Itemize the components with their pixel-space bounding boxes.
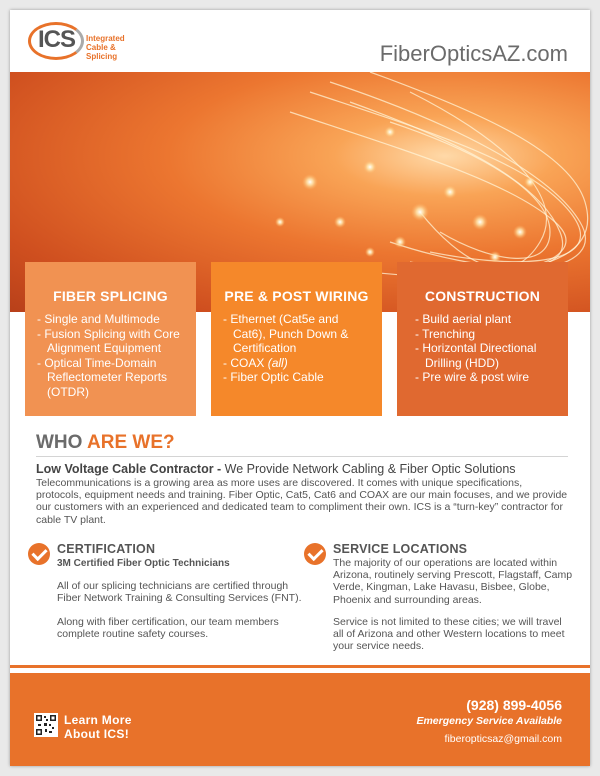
logo-subtitle — [86, 34, 148, 61]
email-link[interactable]: fiberopticsaz@gmail.com — [444, 733, 562, 745]
footer-divider — [10, 665, 590, 668]
who-are-we-heading — [36, 432, 175, 454]
feature-title: PRE & POST WIRING — [224, 288, 369, 304]
tagline-bold: Low Voltage Cable Contractor - — [36, 462, 222, 476]
feature-pre-post-wiring — [211, 262, 382, 416]
who-body-text: Telecommunications is a growing area as more uses are discovered. It comes with unique specifications, protocols, equipment needs and training. Fiber Optic, Cat5, Cat6 and COAX are our main focuses, and we provide our customers with an experienced and dedicated team to compliment their own. ICS is a “turn-key” contractor for cable TV plant. — [36, 477, 568, 526]
emergency-service-text: Emergency Service Available — [416, 715, 562, 727]
heading-plain: WHO — [36, 432, 88, 453]
list-item — [223, 356, 372, 371]
qr-code-graphic — [36, 715, 56, 735]
list-item: - Single and Multimode — [37, 312, 186, 327]
list-item: - Fusion Splicing with Core Alignment Equipment — [37, 327, 186, 356]
list-item: - Fiber Optic Cable — [223, 370, 372, 385]
checkmark-icon — [304, 543, 326, 565]
feature-construction — [397, 262, 568, 416]
footer — [10, 673, 590, 766]
certification-paragraph-1: All of our splicing technicians are certified through Fiber Network Training & Consulting Services (FNT). — [57, 580, 302, 605]
divider — [36, 456, 568, 457]
tagline — [36, 462, 516, 476]
website-link[interactable]: FiberOpticsAZ.com — [379, 41, 568, 66]
learn-more-link[interactable] — [64, 713, 132, 741]
feature-title: CONSTRUCTION — [424, 288, 541, 304]
coax-label: COAX — [230, 355, 265, 370]
list-item: - Build aerial plant — [415, 312, 558, 327]
feature-list — [407, 312, 558, 385]
flyer-page — [10, 10, 590, 766]
feature-fiber-splicing — [25, 262, 196, 416]
feature-list — [221, 312, 372, 385]
list-item: - Horizontal Directional Drilling (HDD) — [415, 341, 558, 370]
logo-mark: ICS — [38, 26, 76, 53]
header — [10, 10, 590, 72]
learn-line-2: About ICS! — [64, 727, 129, 741]
logo-line-2: Cable & Splicing — [86, 43, 118, 61]
service-paragraph-2: Service is not limited to these cities; we will travel all of Arizona and other Western locations to meet your service needs. — [333, 616, 565, 653]
phone-number[interactable]: (928) 899-4056 — [466, 697, 562, 713]
certification-title: CERTIFICATION — [57, 542, 156, 556]
list-item: - Trenching — [415, 327, 558, 342]
coax-note: (all) — [267, 355, 288, 370]
list-item: - Ethernet (Cat5e and Cat6), Punch Down & Certification — [223, 312, 372, 356]
checkmark-icon — [28, 543, 50, 565]
service-paragraph-1: The majority of our operations are located within Arizona, routinely serving Prescott, Flagstaff, Camp Verde, Kingman, Lake Havasu, Bisbee, Globe, Phoenix and surrounding areas. — [333, 557, 573, 606]
certification-subtitle: 3M Certified Fiber Optic Technicians — [57, 558, 230, 569]
list-item: - Pre wire & post wire — [415, 370, 558, 385]
feature-list — [35, 312, 186, 399]
feature-title: FIBER SPLICING — [53, 288, 168, 304]
service-locations-title: SERVICE LOCATIONS — [333, 542, 468, 556]
qr-code-icon[interactable] — [34, 713, 58, 737]
logo-line-1: Integrated — [86, 34, 125, 43]
ics-logo — [28, 20, 148, 64]
learn-line-1: Learn More — [64, 713, 132, 727]
certification-paragraph-2: Along with fiber certification, our team members complete routine safety courses. — [57, 616, 279, 641]
list-item: - Optical Time-Domain Reflectometer Reports (OTDR) — [37, 356, 186, 400]
heading-accent: ARE WE? — [87, 432, 175, 453]
tagline-rest: We Provide Network Cabling & Fiber Optic Solutions — [221, 462, 516, 476]
